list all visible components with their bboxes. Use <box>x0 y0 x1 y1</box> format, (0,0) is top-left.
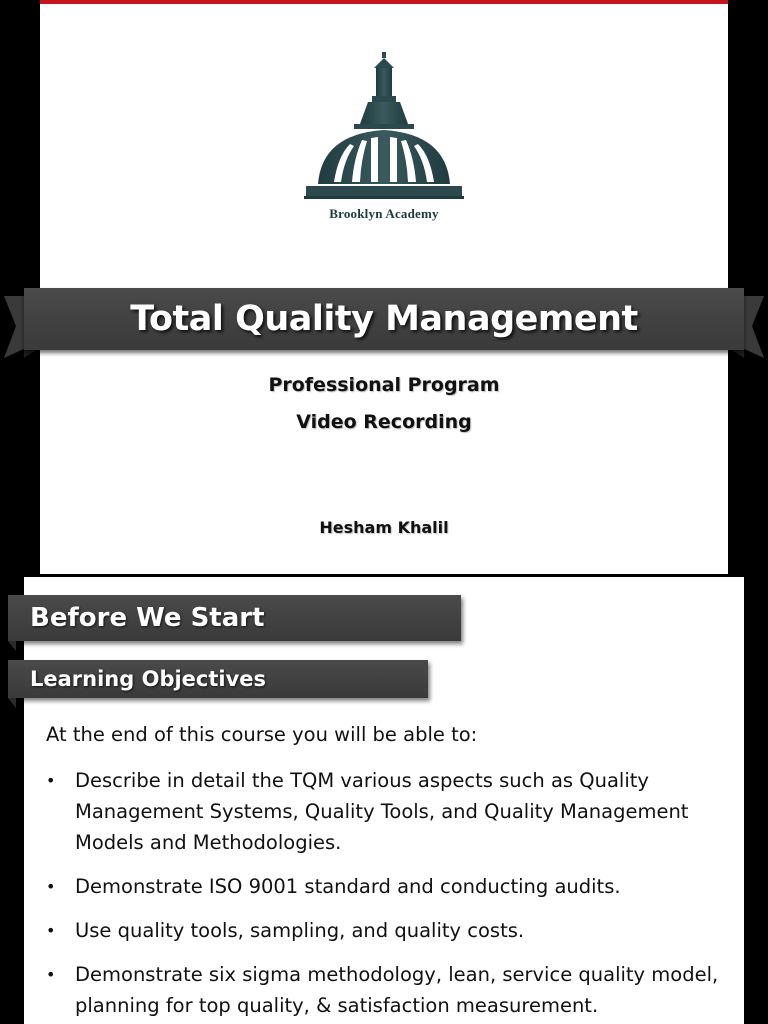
list-item <box>46 871 726 902</box>
intro-text: At the end of this course you will be able to: <box>46 723 478 746</box>
author-name: Hesham Khalil <box>319 518 449 537</box>
learning-objectives-banner <box>8 660 428 698</box>
list-item-text: Demonstrate ISO 9001 standard and conducting audits. <box>75 875 621 898</box>
course-title: Total Quality Management <box>130 299 638 339</box>
list-item-text: Use quality tools, sampling, and quality costs. <box>75 919 525 942</box>
subtitle-line-1: Professional Program <box>268 374 500 396</box>
list-item <box>46 959 726 1021</box>
title-ribbon <box>0 286 768 360</box>
list-item-text: Demonstrate six sigma methodology, lean, service quality model, planning for top quality, & satisfaction measurement. <box>75 963 719 1017</box>
banner-1-label: Before We Start <box>30 603 265 633</box>
bullet-icon: • <box>46 965 56 984</box>
bullet-icon: • <box>46 877 56 896</box>
accent-rule <box>40 0 728 4</box>
objectives-list <box>46 765 726 1024</box>
bullet-icon: • <box>46 921 56 940</box>
subtitle-line-2: Video Recording <box>296 411 472 433</box>
objectives-slide <box>24 577 744 1024</box>
list-item <box>46 915 726 946</box>
logo-text: Brooklyn Academy <box>329 206 439 221</box>
list-item <box>46 765 726 858</box>
dome-icon <box>304 48 464 208</box>
banner-1-fold <box>8 641 16 651</box>
ribbon-band <box>24 288 744 350</box>
before-we-start-banner <box>8 595 461 641</box>
list-item-text: Describe in detail the TQM various aspects such as Quality Management Systems, Quality Tools, and Quality Management Models and Methodologies. <box>75 769 689 854</box>
banner-2-label: Learning Objectives <box>30 667 267 691</box>
bullet-icon: • <box>46 771 56 790</box>
brooklyn-academy-logo <box>304 48 464 230</box>
banner-2-fold <box>8 698 16 708</box>
